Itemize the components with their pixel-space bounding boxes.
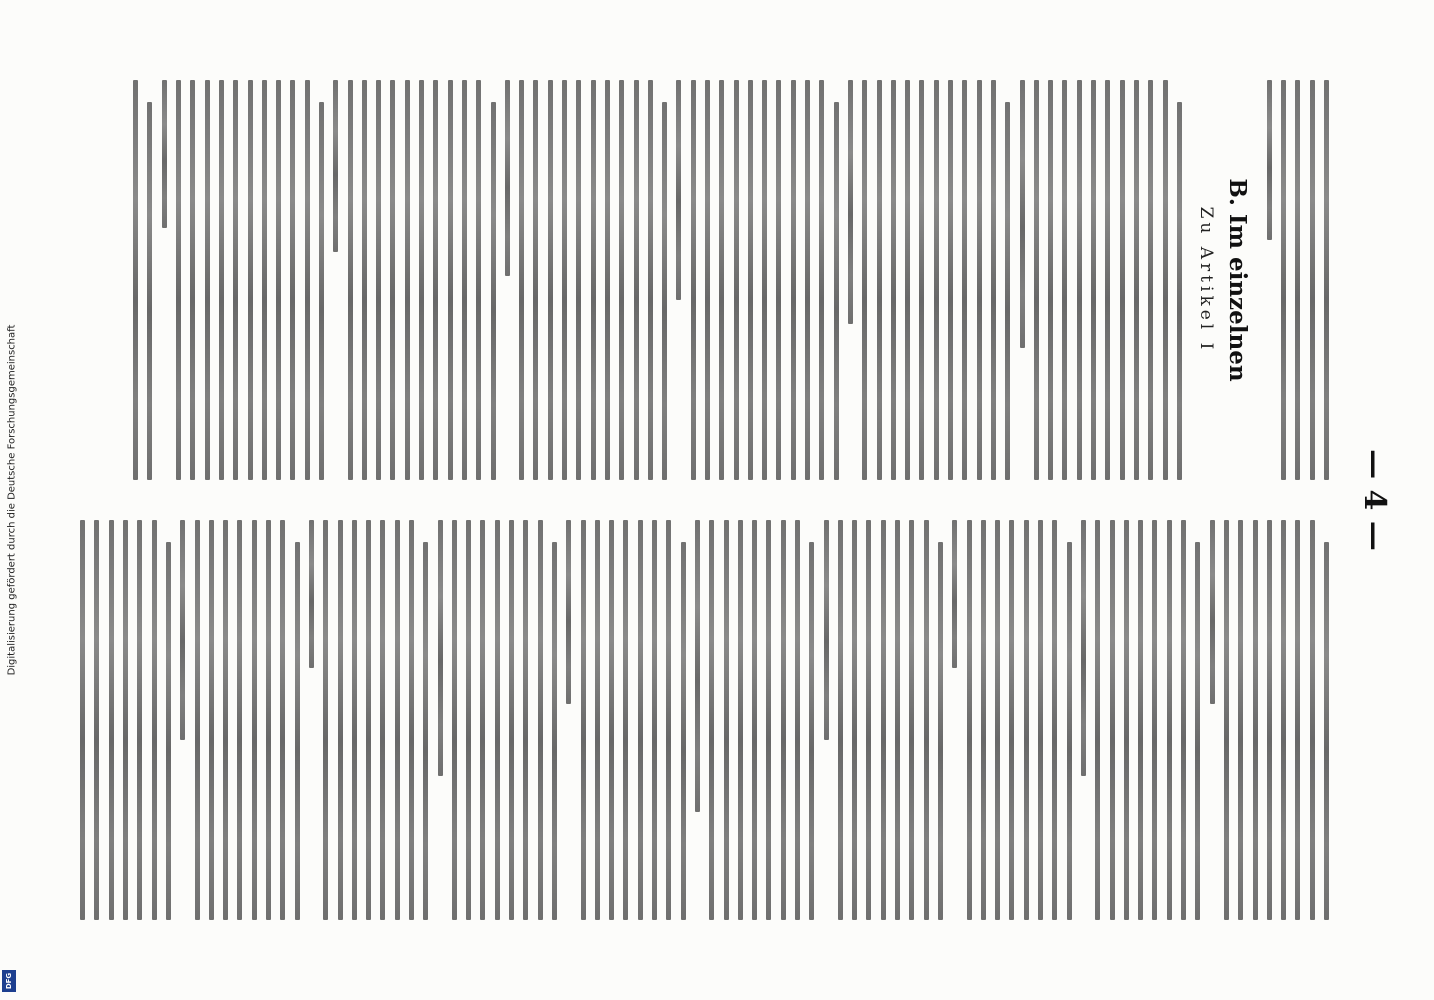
text-line xyxy=(1077,80,1082,480)
text-line xyxy=(662,102,667,480)
text-line xyxy=(623,520,628,920)
text-line xyxy=(638,520,643,920)
text-line xyxy=(323,520,328,920)
left-body-text xyxy=(133,80,1182,480)
text-line xyxy=(1020,80,1025,348)
text-line xyxy=(705,80,710,480)
text-line xyxy=(709,520,714,920)
text-line xyxy=(666,520,671,920)
text-line xyxy=(595,520,600,920)
text-line xyxy=(1310,80,1315,480)
text-line xyxy=(205,80,210,480)
text-line xyxy=(176,80,181,480)
text-line xyxy=(147,102,152,480)
text-line xyxy=(848,80,853,324)
text-line xyxy=(924,520,929,920)
text-line xyxy=(967,520,972,920)
text-line xyxy=(480,520,485,920)
text-line xyxy=(877,80,882,480)
text-line xyxy=(195,520,200,920)
text-line xyxy=(152,520,157,920)
text-line xyxy=(448,80,453,480)
text-line xyxy=(505,80,510,276)
text-line xyxy=(1105,80,1110,480)
text-line xyxy=(333,80,338,252)
text-line xyxy=(319,102,324,480)
text-line xyxy=(290,80,295,480)
text-line xyxy=(881,520,886,920)
text-line xyxy=(548,80,553,480)
text-line xyxy=(948,80,953,480)
text-line xyxy=(1281,80,1286,480)
text-line xyxy=(123,520,128,920)
text-line xyxy=(581,520,586,920)
text-line xyxy=(1005,102,1010,480)
text-line xyxy=(991,80,996,480)
text-line xyxy=(390,80,395,480)
text-line xyxy=(133,80,138,480)
text-line xyxy=(395,520,400,920)
text-line xyxy=(462,80,467,480)
text-line xyxy=(348,80,353,480)
text-line xyxy=(919,80,924,480)
text-line xyxy=(1152,520,1157,920)
text-line xyxy=(523,520,528,920)
text-line xyxy=(867,520,872,920)
text-line xyxy=(1295,80,1300,480)
text-line xyxy=(309,520,314,668)
text-line xyxy=(162,80,167,228)
dfg-logo xyxy=(2,970,16,992)
text-line xyxy=(438,520,443,776)
text-line xyxy=(519,80,524,480)
text-line xyxy=(909,520,914,920)
text-line xyxy=(805,80,810,480)
text-line xyxy=(1110,520,1115,920)
text-line xyxy=(952,520,957,668)
text-line xyxy=(1267,520,1272,920)
text-line xyxy=(423,542,428,920)
text-line xyxy=(1034,80,1039,480)
text-line xyxy=(376,80,381,480)
text-line xyxy=(748,80,753,480)
text-line xyxy=(552,542,557,920)
text-line xyxy=(94,520,99,920)
text-line xyxy=(934,80,939,480)
text-line xyxy=(562,80,567,480)
text-line xyxy=(609,520,614,920)
right-body-text xyxy=(80,520,1329,920)
text-line xyxy=(180,520,185,740)
article-heading: Zu Artikel I xyxy=(1195,206,1216,354)
text-line xyxy=(1062,80,1067,480)
text-line xyxy=(109,520,114,920)
text-line xyxy=(1163,80,1168,480)
text-line xyxy=(219,80,224,480)
page-number: — 4 — xyxy=(1357,449,1392,551)
text-line xyxy=(1124,520,1129,920)
text-line xyxy=(1048,80,1053,480)
text-line xyxy=(190,80,195,480)
text-line xyxy=(1120,80,1125,480)
text-line xyxy=(137,520,142,920)
text-line xyxy=(691,80,696,480)
text-line xyxy=(605,80,610,480)
text-line xyxy=(252,520,257,920)
text-line xyxy=(233,80,238,480)
text-line xyxy=(1138,520,1143,920)
text-line xyxy=(1052,520,1057,920)
text-line xyxy=(648,80,653,480)
text-line xyxy=(295,542,300,920)
text-line xyxy=(1067,542,1072,920)
text-line xyxy=(209,520,214,920)
text-line xyxy=(1295,520,1300,920)
text-line xyxy=(777,80,782,480)
text-line xyxy=(166,542,171,920)
text-line xyxy=(905,80,910,480)
text-line xyxy=(591,80,596,480)
text-line xyxy=(452,520,457,920)
digitization-caption xyxy=(4,4,20,996)
text-line xyxy=(433,80,438,480)
text-line xyxy=(852,520,857,920)
text-line xyxy=(719,80,724,480)
text-line xyxy=(352,520,357,920)
left-text-column xyxy=(74,80,1329,480)
text-line xyxy=(734,80,739,480)
text-line xyxy=(466,520,471,920)
text-line xyxy=(362,80,367,480)
text-line xyxy=(491,102,496,480)
text-line xyxy=(809,542,814,920)
text-line xyxy=(280,520,285,920)
text-line xyxy=(262,80,267,480)
text-line xyxy=(838,520,843,920)
text-line xyxy=(981,520,986,920)
text-line xyxy=(409,520,414,920)
text-line xyxy=(795,520,800,920)
text-line xyxy=(1281,520,1286,920)
text-line xyxy=(276,80,281,480)
text-line xyxy=(738,520,743,920)
text-line xyxy=(1177,102,1182,480)
text-line xyxy=(338,520,343,920)
text-line xyxy=(695,520,700,812)
text-line xyxy=(1095,520,1100,920)
text-line xyxy=(1009,520,1014,920)
text-line xyxy=(248,80,253,480)
text-line xyxy=(1324,80,1329,480)
text-line xyxy=(791,80,796,480)
text-line xyxy=(419,80,424,480)
caption-text: Digitalisierung gefördert durch die Deutsche Forschungsgemeinschaft xyxy=(6,324,18,676)
text-line xyxy=(237,520,242,920)
text-line xyxy=(1167,520,1172,920)
text-line xyxy=(891,80,896,480)
text-line xyxy=(681,542,686,920)
text-line xyxy=(509,520,514,920)
text-line xyxy=(495,520,500,920)
text-line xyxy=(1081,520,1086,776)
text-line xyxy=(634,80,639,480)
section-heading: B. Im einzelnen xyxy=(1223,178,1251,382)
text-line xyxy=(762,80,767,480)
dfg-logo-text: DFG xyxy=(5,972,13,990)
text-line xyxy=(1024,520,1029,920)
text-line xyxy=(533,80,538,480)
text-line xyxy=(819,80,824,480)
text-line xyxy=(895,520,900,920)
text-line xyxy=(938,542,943,920)
text-line xyxy=(476,80,481,480)
text-line xyxy=(619,80,624,480)
text-line xyxy=(1148,80,1153,480)
text-line xyxy=(752,520,757,920)
text-line xyxy=(1091,80,1096,480)
text-line xyxy=(405,80,410,480)
text-line xyxy=(1253,520,1258,920)
text-line xyxy=(862,80,867,480)
text-line xyxy=(1238,520,1243,920)
right-text-column xyxy=(74,520,1329,920)
text-line xyxy=(995,520,1000,920)
text-line xyxy=(576,80,581,480)
text-line xyxy=(80,520,85,920)
text-line xyxy=(676,80,681,300)
text-line xyxy=(834,102,839,480)
text-line xyxy=(724,520,729,920)
text-line xyxy=(1038,520,1043,920)
text-line xyxy=(1324,542,1329,920)
text-line xyxy=(538,520,543,920)
text-line xyxy=(781,520,786,920)
text-line xyxy=(366,520,371,920)
text-line xyxy=(1224,520,1229,920)
text-line xyxy=(566,520,571,704)
text-line xyxy=(1267,80,1272,240)
text-line xyxy=(1310,520,1315,920)
text-line xyxy=(1181,520,1186,920)
text-line xyxy=(305,80,310,480)
text-line xyxy=(962,80,967,480)
text-line xyxy=(1210,520,1215,704)
text-line xyxy=(824,520,829,740)
text-line xyxy=(380,520,385,920)
text-line xyxy=(1134,80,1139,480)
text-line xyxy=(223,520,228,920)
text-line xyxy=(652,520,657,920)
text-line xyxy=(266,520,271,920)
text-line xyxy=(977,80,982,480)
text-line xyxy=(766,520,771,920)
text-line xyxy=(1195,542,1200,920)
